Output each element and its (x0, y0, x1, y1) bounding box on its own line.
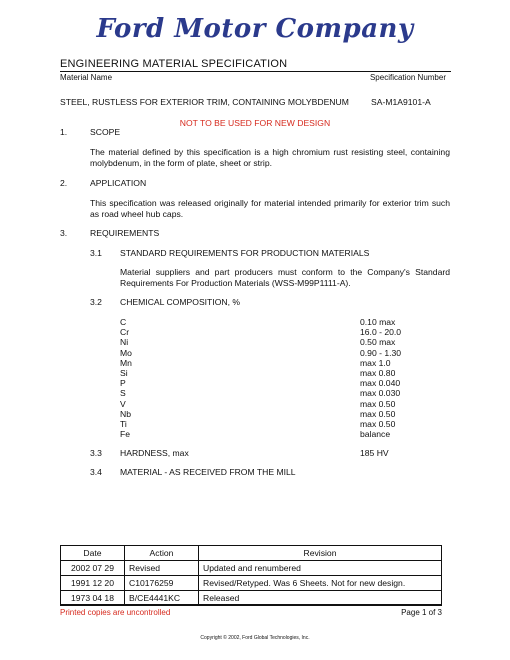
footer-rule (60, 604, 442, 605)
element-symbol: S (120, 388, 126, 399)
composition-row (120, 409, 450, 419)
section-number-scope: 1. (60, 127, 68, 137)
element-limit: max 0.80 (360, 368, 396, 378)
section-heading-requirements: REQUIREMENTS (90, 228, 160, 238)
element-symbol: Fe (120, 429, 131, 440)
table-row (61, 576, 442, 591)
subsection-heading-3-1: STANDARD REQUIREMENTS FOR PRODUCTION MATERIALS (120, 248, 370, 258)
element-limit: 0.90 - 1.30 (360, 347, 402, 358)
element-limit: max 1.0 (360, 357, 391, 368)
section-number-application: 2. (60, 178, 68, 188)
subsection-number-3-4: 3.4 (90, 467, 102, 477)
composition-row (120, 388, 450, 398)
subsection-heading-3-3: HARDNESS, max (120, 448, 189, 458)
subsection-heading-3-4: MATERIAL - AS RECEIVED FROM THE MILL (120, 467, 296, 477)
page-number: Page 1 of 3 (401, 608, 442, 617)
design-notice: NOT TO BE USED FOR NEW DESIGN (179, 118, 331, 128)
element-limit: max 0.50 (360, 419, 396, 429)
element-symbol: Si (120, 368, 128, 378)
revision-description: Updated and renumbered (199, 561, 442, 576)
element-symbol: Mn (120, 357, 132, 368)
element-limit: max 0.50 (360, 398, 396, 409)
title-rule (60, 71, 451, 72)
composition-row (120, 378, 450, 388)
section-heading-application: APPLICATION (90, 178, 147, 188)
revision-date: 1991 12 20 (61, 576, 125, 591)
element-symbol: Ni (120, 337, 129, 348)
section-heading-scope: SCOPE (90, 127, 121, 137)
element-limit: balance (360, 429, 391, 440)
copyright: Copyright © 2002, Ford Global Technologies, Inc. (200, 635, 310, 641)
element-limit: 0.50 max (360, 337, 396, 348)
element-limit: max 0.040 (360, 378, 401, 389)
material-name: STEEL, RUSTLESS FOR EXTERIOR TRIM, CONTAINING MOLYBDENUM (60, 97, 349, 107)
element-limit: max 0.50 (360, 408, 396, 419)
application-text: This specification was released originally for material intended primarily for exterior trim such as road wheel hub caps. (90, 198, 450, 219)
subsection-number-3-1: 3.1 (90, 248, 102, 258)
element-limit: 16.0 - 20.0 (360, 327, 402, 338)
revision-action: Revised (125, 561, 199, 576)
ford-logo: Ford Motor Company (96, 14, 414, 44)
material-name-label: Material Name (60, 73, 113, 82)
revision-date: 1973 04 18 (61, 591, 125, 606)
subsection-number-3-3: 3.3 (90, 448, 102, 458)
revision-table (60, 545, 442, 606)
standard-requirements-text: Material suppliers and part producers must conform to the Company's Standard Requirements For Production Materials (WSS-M99P1111-A). (120, 267, 450, 288)
chemical-composition-list (120, 317, 450, 442)
subsection-heading-3-2: CHEMICAL COMPOSITION, % (120, 297, 241, 307)
composition-row (120, 358, 450, 368)
revision-table-header (61, 546, 442, 561)
element-limit: max 0.030 (360, 388, 401, 399)
element-symbol: V (120, 398, 126, 409)
revision-description: Revised/Retyped. Was 6 Sheets. Not for new design. (199, 576, 442, 591)
revision-action: B/CE4441KC (125, 591, 199, 606)
column-header-date: Date (61, 546, 125, 561)
composition-row (120, 327, 450, 337)
spec-number: SA-M1A9101-A (371, 97, 431, 107)
uncontrolled-copies-notice: Printed copies are uncontrolled (60, 608, 171, 617)
hardness-value: 185 HV (360, 448, 389, 458)
composition-row (120, 368, 450, 378)
composition-row (120, 348, 450, 358)
subsection-number-3-2: 3.2 (90, 297, 102, 307)
revision-description: Released (199, 591, 442, 606)
composition-row (120, 399, 450, 409)
composition-row (120, 337, 450, 347)
spec-number-label: Specification Number (369, 73, 446, 82)
element-symbol: Ti (120, 419, 127, 429)
composition-row (120, 317, 450, 327)
scope-text: The material defined by this specification is a high chromium rust resisting steel, containing molybdenum, in the form of plate, sheet or strip. (90, 147, 450, 168)
revision-date: 2002 07 29 (61, 561, 125, 576)
column-header-revision: Revision (199, 546, 442, 561)
table-row (61, 561, 442, 576)
element-symbol: Mo (120, 347, 132, 358)
element-limit: 0.10 max (360, 317, 396, 327)
composition-row (120, 429, 450, 439)
element-symbol: P (120, 378, 126, 389)
element-symbol: Nb (120, 408, 131, 419)
composition-row (120, 419, 450, 429)
element-symbol: C (120, 317, 127, 327)
document-title: ENGINEERING MATERIAL SPECIFICATION (60, 58, 288, 70)
column-header-action: Action (125, 546, 199, 561)
revision-action: C10176259 (125, 576, 199, 591)
section-number-requirements: 3. (60, 228, 68, 238)
element-symbol: Cr (120, 327, 130, 338)
